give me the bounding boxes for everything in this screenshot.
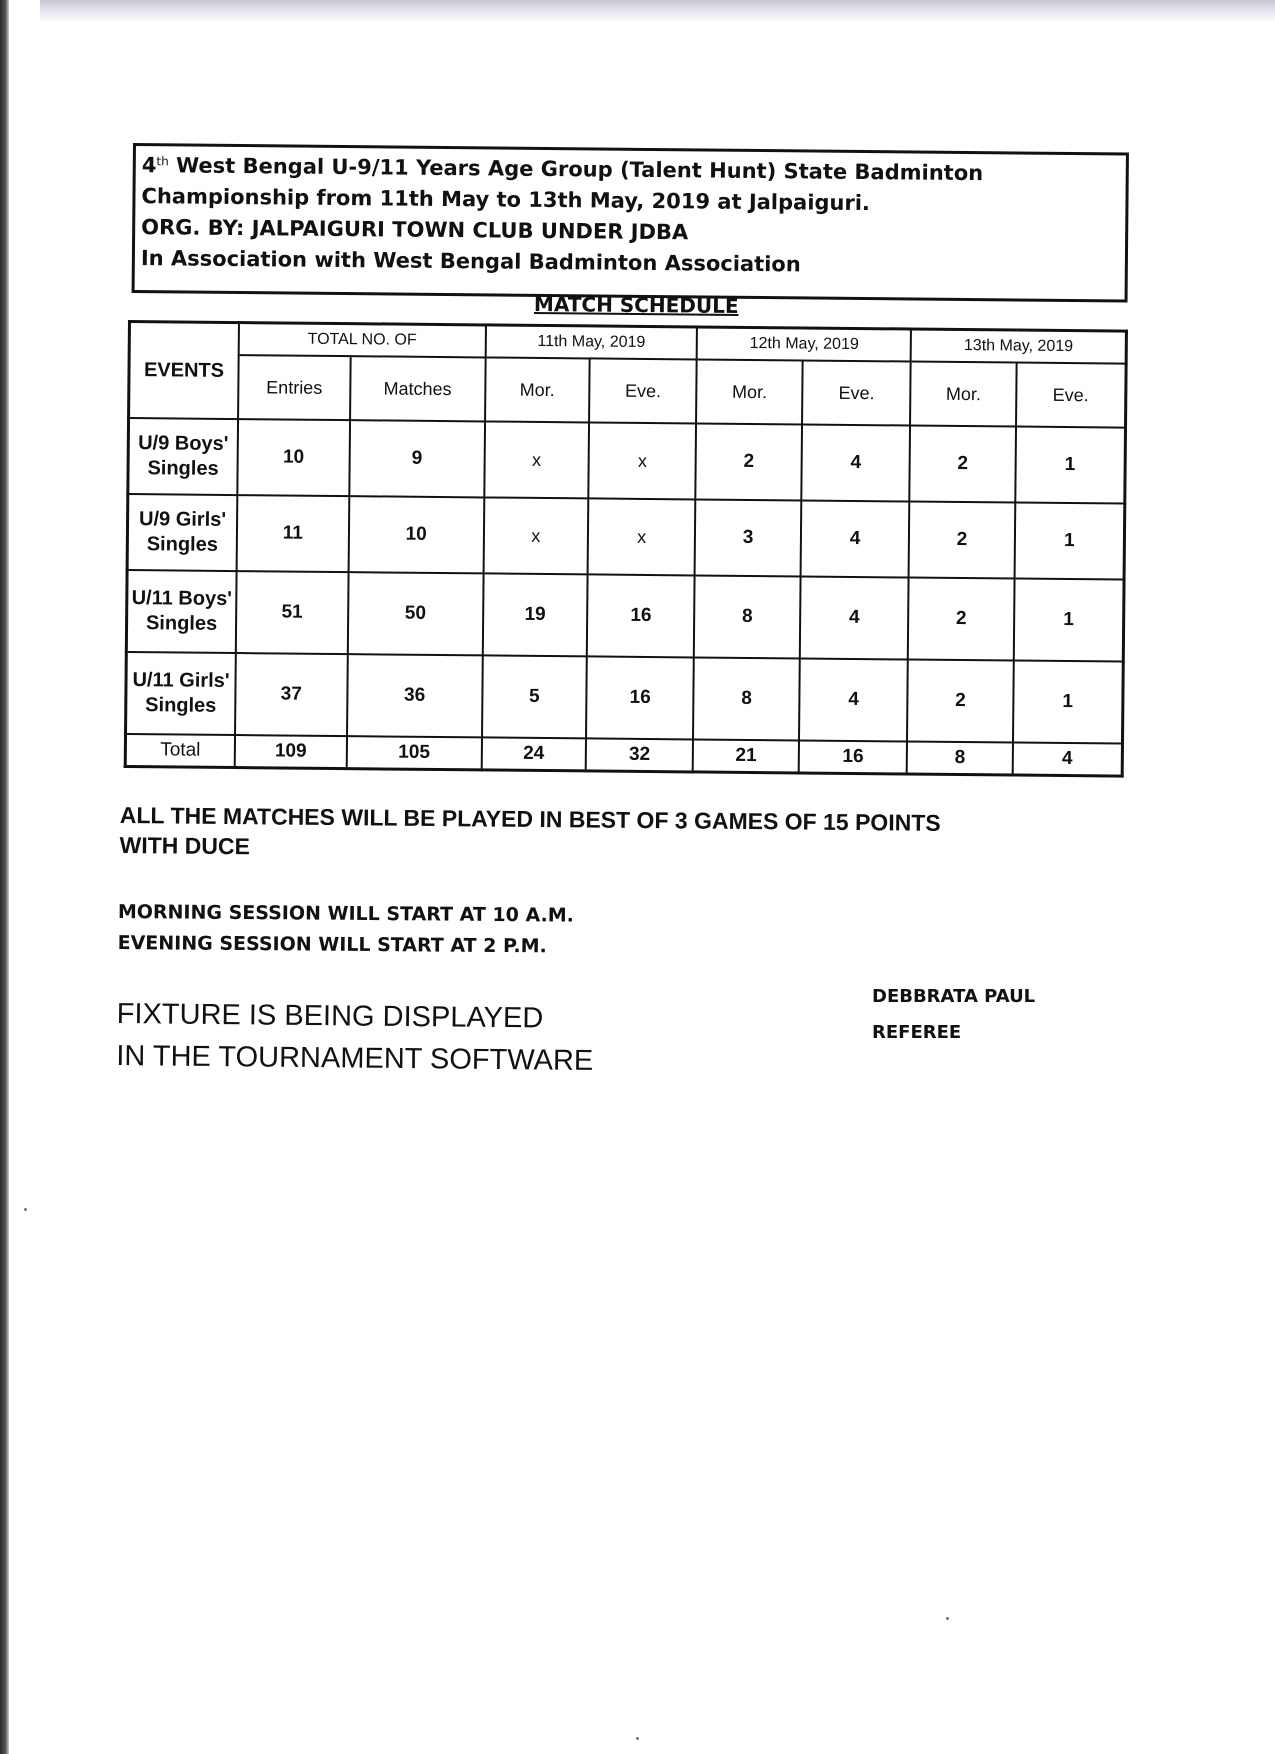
referee-name: DEBBRATA PAUL [872,986,1036,1007]
table-row [126,652,1124,744]
scan-speck [636,1737,639,1740]
day1-mor-cell: x [483,497,588,574]
events-header: EVENTS [129,322,239,420]
total-day3-mor-cell: 8 [907,742,1013,776]
edition-suffix: th [156,154,169,169]
referee-title: REFEREE [872,1022,962,1043]
day2-eve-cell: 4 [800,576,909,659]
day1-mor-header: Mor. [485,357,590,422]
day1-eve-cell: 16 [587,574,695,657]
day2-mor-header: Mor. [696,359,802,424]
tournament-name: West Bengal U-9/11 Years Age Group (Talent Hunt) State Badminton [168,153,984,186]
day3-mor-header: Mor. [910,362,1016,427]
referee-signature [872,979,1035,1051]
day3-eve-cell: 1 [1014,579,1125,662]
schedule-title: MATCH SCHEDULE [533,292,739,318]
total-day2-mor-cell: 21 [693,739,799,773]
event-name-cell: U/11 Boys' Singles [126,570,236,653]
scan-shadow-left [0,0,9,1754]
session-timing-note [118,897,575,963]
total-day1-eve-cell: 32 [586,738,694,772]
total-matches-cell: 105 [346,736,481,770]
day1-eve-cell: x [588,422,696,499]
header-line-2: Championship from 11th May to 13th May, 2019 at Jalpaiguri. [141,184,871,216]
day3-eve-cell: 1 [1013,661,1124,744]
day2-mor-cell: 8 [694,575,800,658]
day3-eve-cell: 1 [1015,427,1125,504]
day3-mor-cell: 2 [909,502,1015,579]
day2-header: 12th May, 2019 [697,327,911,362]
header-line-3: ORG. BY: JALPAIGURI TOWN CLUB UNDER JDBA [141,215,689,245]
match-schedule-table [124,320,1128,778]
day3-mor-cell: 2 [910,426,1016,503]
matches-cell: 50 [348,572,484,655]
fixture-line-1: FIXTURE IS BEING DISPLAYED [116,997,544,1035]
match-format-line-2: WITH DUCE [119,831,251,860]
tournament-header-box [132,143,1129,303]
match-format-line-1: ALL THE MATCHES WILL BE PLAYED IN BEST OF 3 GAMES OF 15 POINTS [119,801,941,836]
table-row [127,494,1125,580]
header-line-4: In Association with West Bengal Badminton Association [140,246,801,277]
scan-speck [946,1617,949,1620]
scan-shadow-top [40,0,1275,22]
edition-number: 4 [141,153,157,178]
day1-eve-cell: 16 [586,656,694,739]
day2-eve-cell: 4 [799,658,908,741]
matches-cell: 9 [349,420,485,497]
scan-speck [24,1208,27,1211]
evening-session-text: EVENING SESSION WILL START AT 2 P.M. [117,931,547,958]
entries-cell: 51 [236,571,349,654]
total-day3-eve-cell: 4 [1012,743,1122,777]
day2-eve-cell: 4 [801,500,910,577]
day3-mor-cell: 2 [908,578,1014,661]
day2-mor-cell: 3 [695,499,801,576]
day1-mor-cell: 19 [482,573,587,656]
fixture-line-2: IN THE TOURNAMENT SOFTWARE [116,1039,594,1077]
fixture-note [116,993,594,1082]
day2-mor-cell: 8 [693,657,799,740]
matches-cell: 36 [347,654,483,737]
day1-mor-cell: x [484,421,589,498]
day3-mor-cell: 2 [907,660,1013,743]
entries-cell: 10 [237,419,350,496]
day3-eve-cell: 1 [1014,503,1124,580]
matches-cell: 10 [348,496,484,573]
day1-mor-cell: 5 [482,655,587,738]
schedule-table-wrap [124,320,1128,778]
day2-mor-cell: 2 [696,423,802,500]
total-entries-cell: 109 [235,735,347,769]
table-row [128,418,1126,504]
match-format-note [119,800,1080,869]
day3-header: 13th May, 2019 [911,329,1126,364]
day3-eve-header: Eve. [1016,363,1126,428]
day2-eve-cell: 4 [801,424,910,501]
day2-eve-header: Eve. [802,360,911,425]
table-subheader-row [129,354,1127,428]
entries-header: Entries [238,355,350,420]
morning-session-text: MORNING SESSION WILL START AT 10 A.M. [117,900,574,927]
event-name-cell: U/9 Girls' Singles [127,494,237,571]
day1-eve-cell: x [588,498,696,575]
matches-header: Matches [350,356,486,421]
event-name-cell: U/9 Boys' Singles [128,418,238,495]
total-header: TOTAL NO. OF [239,323,486,358]
total-label-cell: Total [125,734,235,768]
total-day2-eve-cell: 16 [799,740,908,774]
day1-header: 11th May, 2019 [485,325,697,360]
day1-eve-header: Eve. [589,358,697,423]
event-name-cell: U/11 Girls' Singles [126,652,236,735]
entries-cell: 37 [235,653,348,736]
entries-cell: 11 [237,495,350,572]
total-day1-mor-cell: 24 [481,737,586,771]
table-row [126,570,1124,662]
